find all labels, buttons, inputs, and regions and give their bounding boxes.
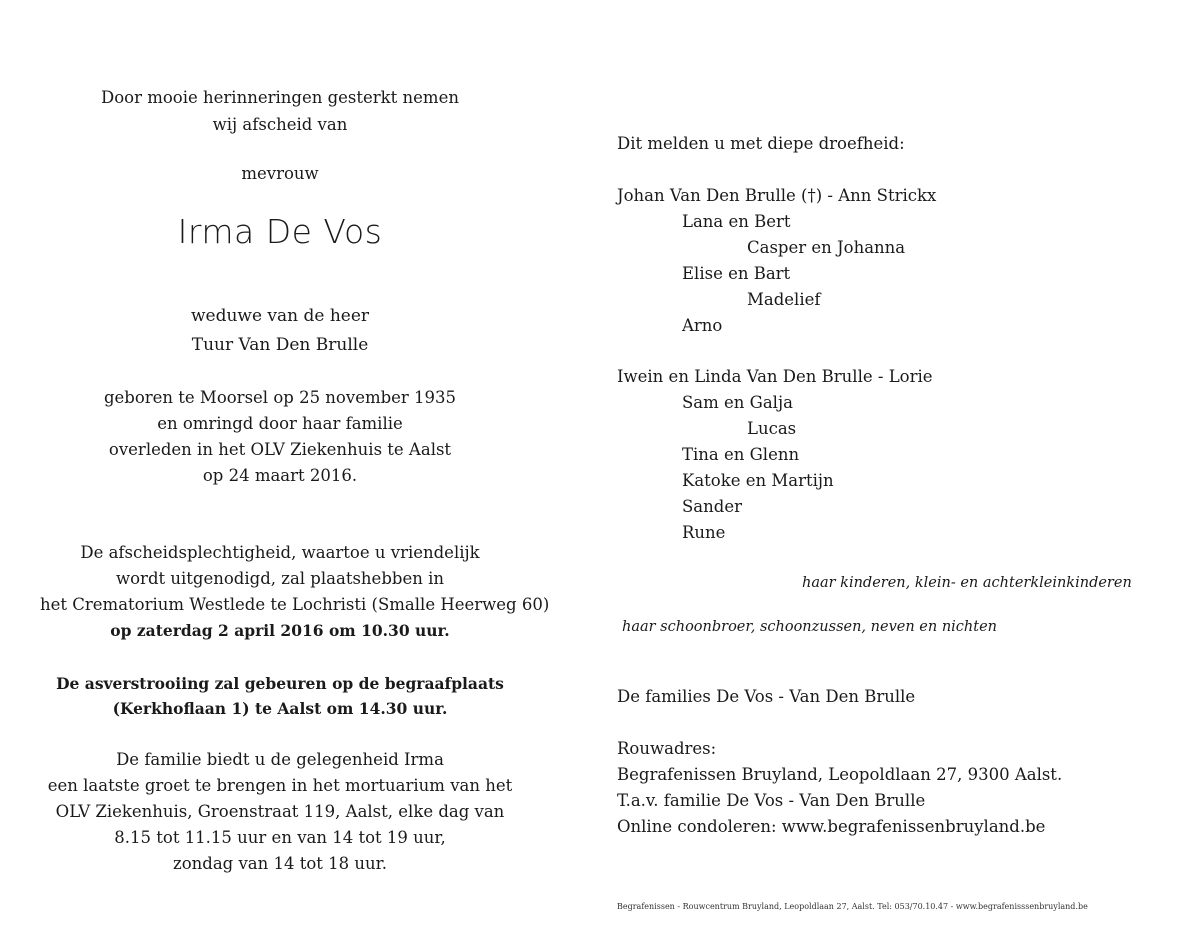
address-label: Rouwadres: — [617, 739, 717, 758]
family-member: Casper en Johanna — [747, 238, 906, 257]
deceased-name: Irma De Vos — [177, 212, 383, 251]
announcement — [617, 131, 1147, 157]
ceremony-info — [40, 540, 550, 644]
spouse-name: Tuur Van Den Brulle — [191, 335, 369, 355]
relation-children: haar kinderen, klein- en achterkleinkinderen — [802, 575, 1132, 591]
visitation-info — [40, 747, 520, 877]
ceremony-location: het Crematorium Westlede te Lochristi (Smalle Heerweg 60) — [40, 595, 550, 614]
announce-line: Dit melden u met diepe droefheid: — [617, 134, 905, 153]
ceremony-line: wordt uitgenodigd, zal plaatshebben in — [116, 569, 444, 588]
visit-hours: 8.15 tot 11.15 uur en van 14 tot 19 uur, — [114, 828, 446, 847]
widow-line: weduwe van de heer — [190, 306, 370, 326]
family-member: Elise en Bart — [682, 264, 791, 283]
death-place-line: overleden in het OLV Ziekenhuis te Aalst — [108, 440, 452, 459]
families-name: De families De Vos - Van Den Brulle — [617, 687, 916, 706]
address-line: Begrafenissen Bruyland, Leopoldlaan 27, 9300 Aalst. — [617, 765, 1063, 784]
birth-line: geboren te Moorsel op 25 november 1935 — [103, 388, 457, 407]
family-group-2 — [617, 364, 1147, 546]
family-member: Tina en Glenn — [682, 445, 800, 464]
ceremony-line: De afscheidsplechtigheid, waartoe u vriendelijk — [80, 543, 480, 562]
family-head: Iwein en Linda Van Den Brulle - Lorie — [617, 367, 933, 386]
intro-line: wij afscheid van — [212, 115, 348, 134]
scatter-line: (Kerkhoflaan 1) te Aalst om 14.30 uur. — [112, 699, 448, 718]
visit-line: een laatste groet te brengen in het mortuarium van het — [47, 776, 513, 795]
death-date-line: op 24 maart 2016. — [202, 466, 358, 485]
mourning-address — [617, 736, 1147, 840]
intro-text — [40, 84, 520, 138]
family-member: Sander — [682, 497, 742, 516]
family-head: Johan Van Den Brulle (†) - Ann Strickx — [617, 186, 937, 205]
family-group-1 — [617, 183, 1147, 339]
visit-hours-sunday: zondag van 14 tot 18 uur. — [173, 854, 387, 873]
family-member: Sam en Galja — [682, 393, 793, 412]
family-member: Madelief — [747, 290, 821, 309]
family-member: Lucas — [747, 419, 797, 438]
intro-line: Door mooie herinneringen gesterkt nemen — [101, 88, 459, 107]
families-line — [617, 684, 1147, 710]
visit-line: De familie biedt u de gelegenheid Irma — [116, 750, 444, 769]
funeral-home-footer: Begrafenissen - Rouwcentrum Bruyland, Leopoldlaan 27, Aalst. Tel: 053/70.10.47 - www.begrafenisssenbruyland.be — [617, 902, 1088, 911]
family-member: Rune — [682, 523, 726, 542]
ash-scattering-info — [40, 671, 520, 721]
life-details — [40, 385, 520, 489]
scatter-line: De asverstrooiing zal gebeuren op de begraafplaats — [56, 674, 504, 693]
widow-of — [40, 302, 520, 360]
family-member: Lana en Bert — [682, 212, 791, 231]
honorific: mevrouw — [241, 164, 319, 183]
address-attention: T.a.v. familie De Vos - Van Den Brulle — [617, 791, 926, 810]
visit-line: OLV Ziekenhuis, Groenstraat 119, Aalst, elke dag van — [55, 802, 505, 821]
relation-in-laws: haar schoonbroer, schoonzussen, neven en nichten — [622, 619, 997, 635]
condolence-website: Online condoleren: www.begrafenissenbruyland.be — [617, 817, 1046, 836]
family-member: Katoke en Martijn — [682, 471, 834, 490]
life-line: en omringd door haar familie — [157, 414, 403, 433]
ceremony-time: op zaterdag 2 april 2016 om 10.30 uur. — [110, 621, 450, 640]
family-member: Arno — [682, 316, 723, 335]
